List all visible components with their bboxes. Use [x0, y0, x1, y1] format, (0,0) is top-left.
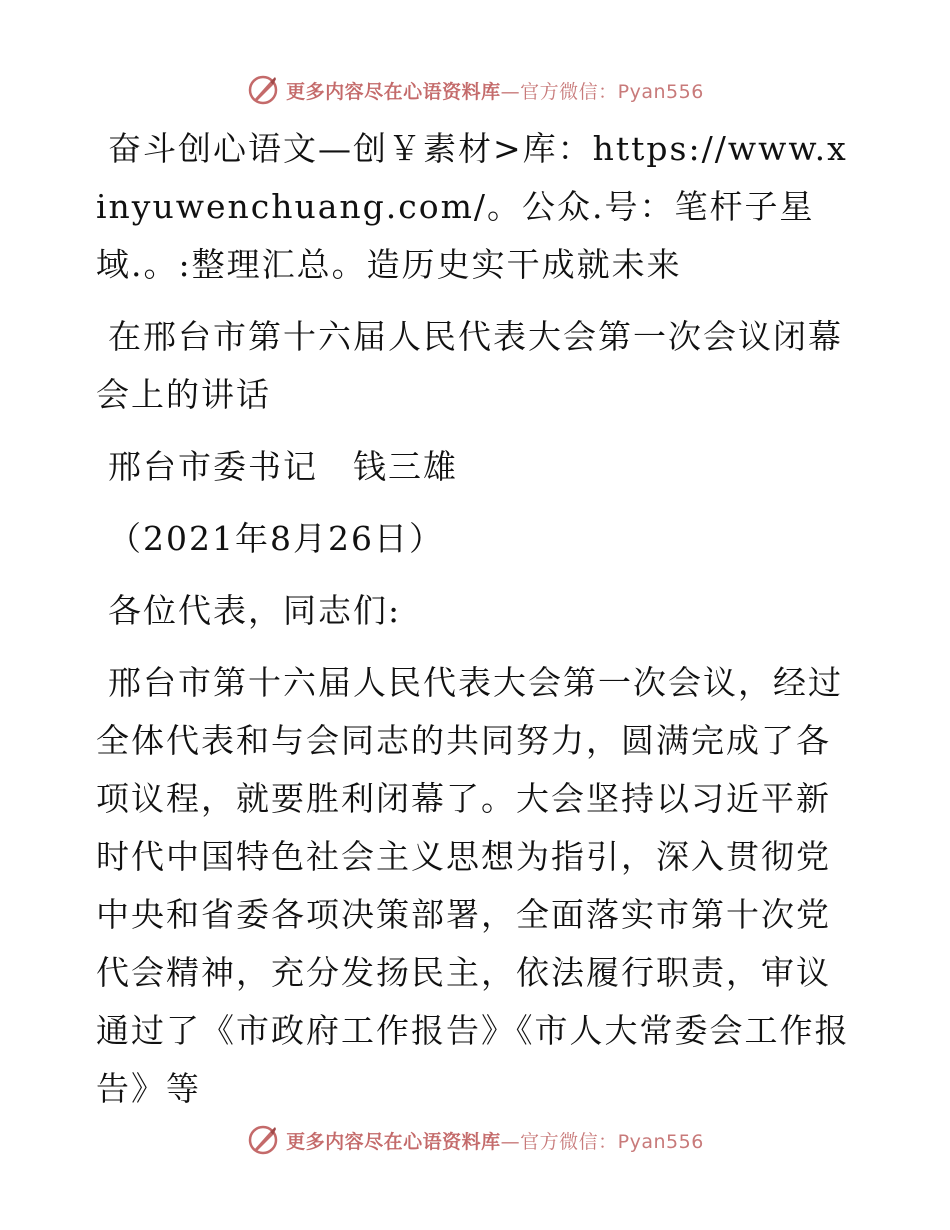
footer-banner	[0, 1120, 950, 1160]
speech-author: 邢台市委书记 钱三雄	[108, 447, 458, 486]
header-banner	[0, 70, 950, 110]
quill-logo-icon	[246, 73, 280, 107]
salutation: 各位代表，同志们:	[108, 591, 402, 630]
body-paragraph: 邢台市第十六届人民代表大会第一次会议，经过全体代表和与会同志的共同努力，圆满完成了各项议程，就要胜利闭幕了。大会坚持以习近平新时代中国特色社会主义思想为指引，深入贯彻党中央和省委各项决策部署，全面落实市第十次党代会精神，充分发扬民主，依法履行职责，审议通过了《市政府工作报告》《市人大常委会工作报告》等	[96, 663, 850, 1108]
quill-logo-icon	[246, 1123, 280, 1157]
intro-line: 奋斗创心语文—创￥素材>库：https://www.xinyuwenchuang.com/。公众.号：笔杆子星域.。:整理汇总。造历史实干成就未来	[96, 129, 848, 284]
speech-date: （2021年8月26日）	[108, 519, 444, 558]
header-banner-text: 更多内容尽在心语资料库—官方微信：Pyan556	[286, 80, 704, 103]
speech-title: 在邢台市第十六届人民代表大会第一次会议闭幕会上的讲话	[96, 317, 843, 414]
footer-banner-text: 更多内容尽在心语资料库—官方微信：Pyan556	[286, 1130, 704, 1153]
document-body	[96, 120, 856, 1132]
